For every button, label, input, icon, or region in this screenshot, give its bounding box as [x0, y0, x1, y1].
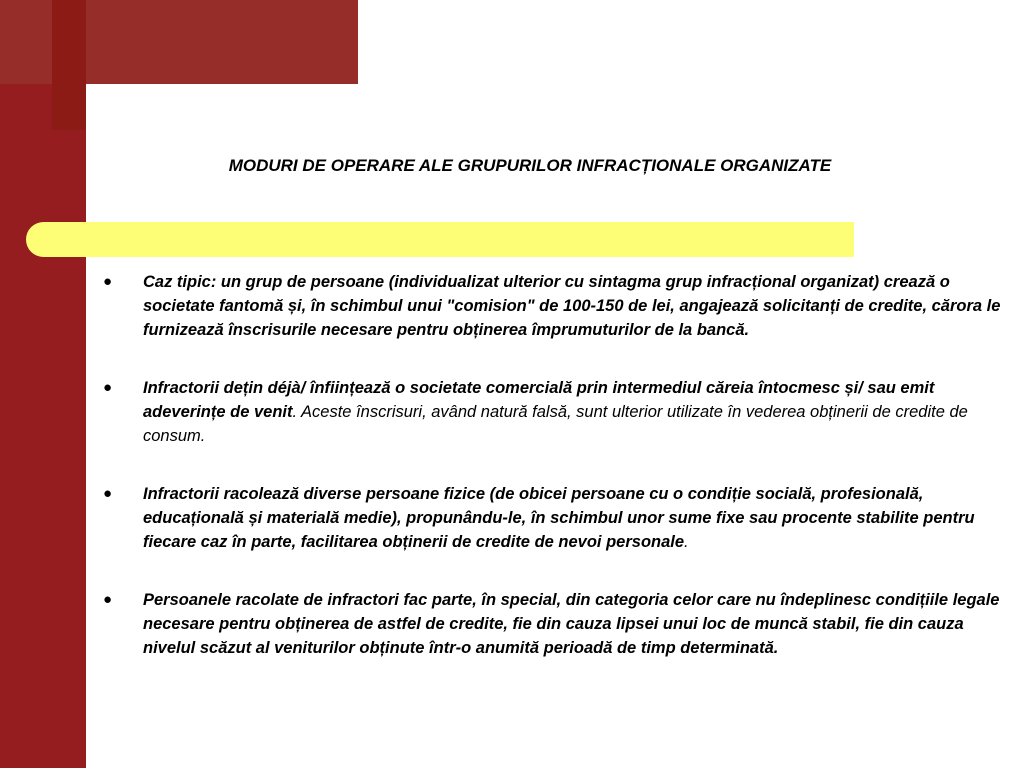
bullet-dot-icon: ●: [103, 485, 113, 502]
bullet-normal-text: . Aceste înscrisuri, având natură falsă, sunt ulterior utilizate în vederea obținerii de credite de consum.: [143, 403, 968, 445]
bullet-list: [103, 270, 1003, 694]
bullet-dot-icon: ●: [103, 273, 113, 290]
yellow-accent-bar: [26, 222, 854, 257]
list-item: [103, 376, 1003, 448]
top-decor-inner-block: [52, 0, 86, 130]
bullet-dot-icon: ●: [103, 379, 113, 396]
list-item: [103, 588, 1003, 660]
slide-title: MODURI DE OPERARE ALE GRUPURILOR INFRACȚIONALE ORGANIZATE: [228, 156, 832, 175]
bullet-normal-text: .: [684, 533, 689, 551]
bullet-dot-icon: ●: [103, 591, 113, 608]
bullet-bold-text: Infractorii racolează diverse persoane fizice (de obicei persoane cu o condiție socială, profesională, educațională și materială medie), propunându-le, în schimbul unor sume fixe sau procente stabilite pentru fiecare caz în parte, facilitarea obținerii de credite de nevoi personale: [143, 485, 975, 551]
list-item: [103, 482, 1003, 554]
bullet-bold-text: Persoanele racolate de infractori fac parte, în special, din categoria celor care nu îndeplinesc condițiile legale necesare pentru obținerea de astfel de credite, fie din cauza lipsei unui loc de muncă stabil, fie din cauza nivelul scăzut al veniturilor obținute într-o anumită perioadă de timp determinată.: [143, 591, 1000, 657]
bullet-bold-text: Infractorii dețin déjà/ înființează o societate comercială prin intermediul căreia întocmesc și/ sau emit adeverințe de venit: [143, 379, 935, 421]
list-item: [103, 270, 1003, 342]
bullet-bold-text: Caz tipic: un grup de persoane (individualizat ulterior cu sintagma grup infracțional organizat) crează o societate fantomă și, în schimbul unui "comision" de 100-150 de lei, angajează solicitanți de credite, cărora le furnizează înscrisurile necesare pentru obținerea împrumuturilor de la bancă.: [143, 273, 1001, 339]
